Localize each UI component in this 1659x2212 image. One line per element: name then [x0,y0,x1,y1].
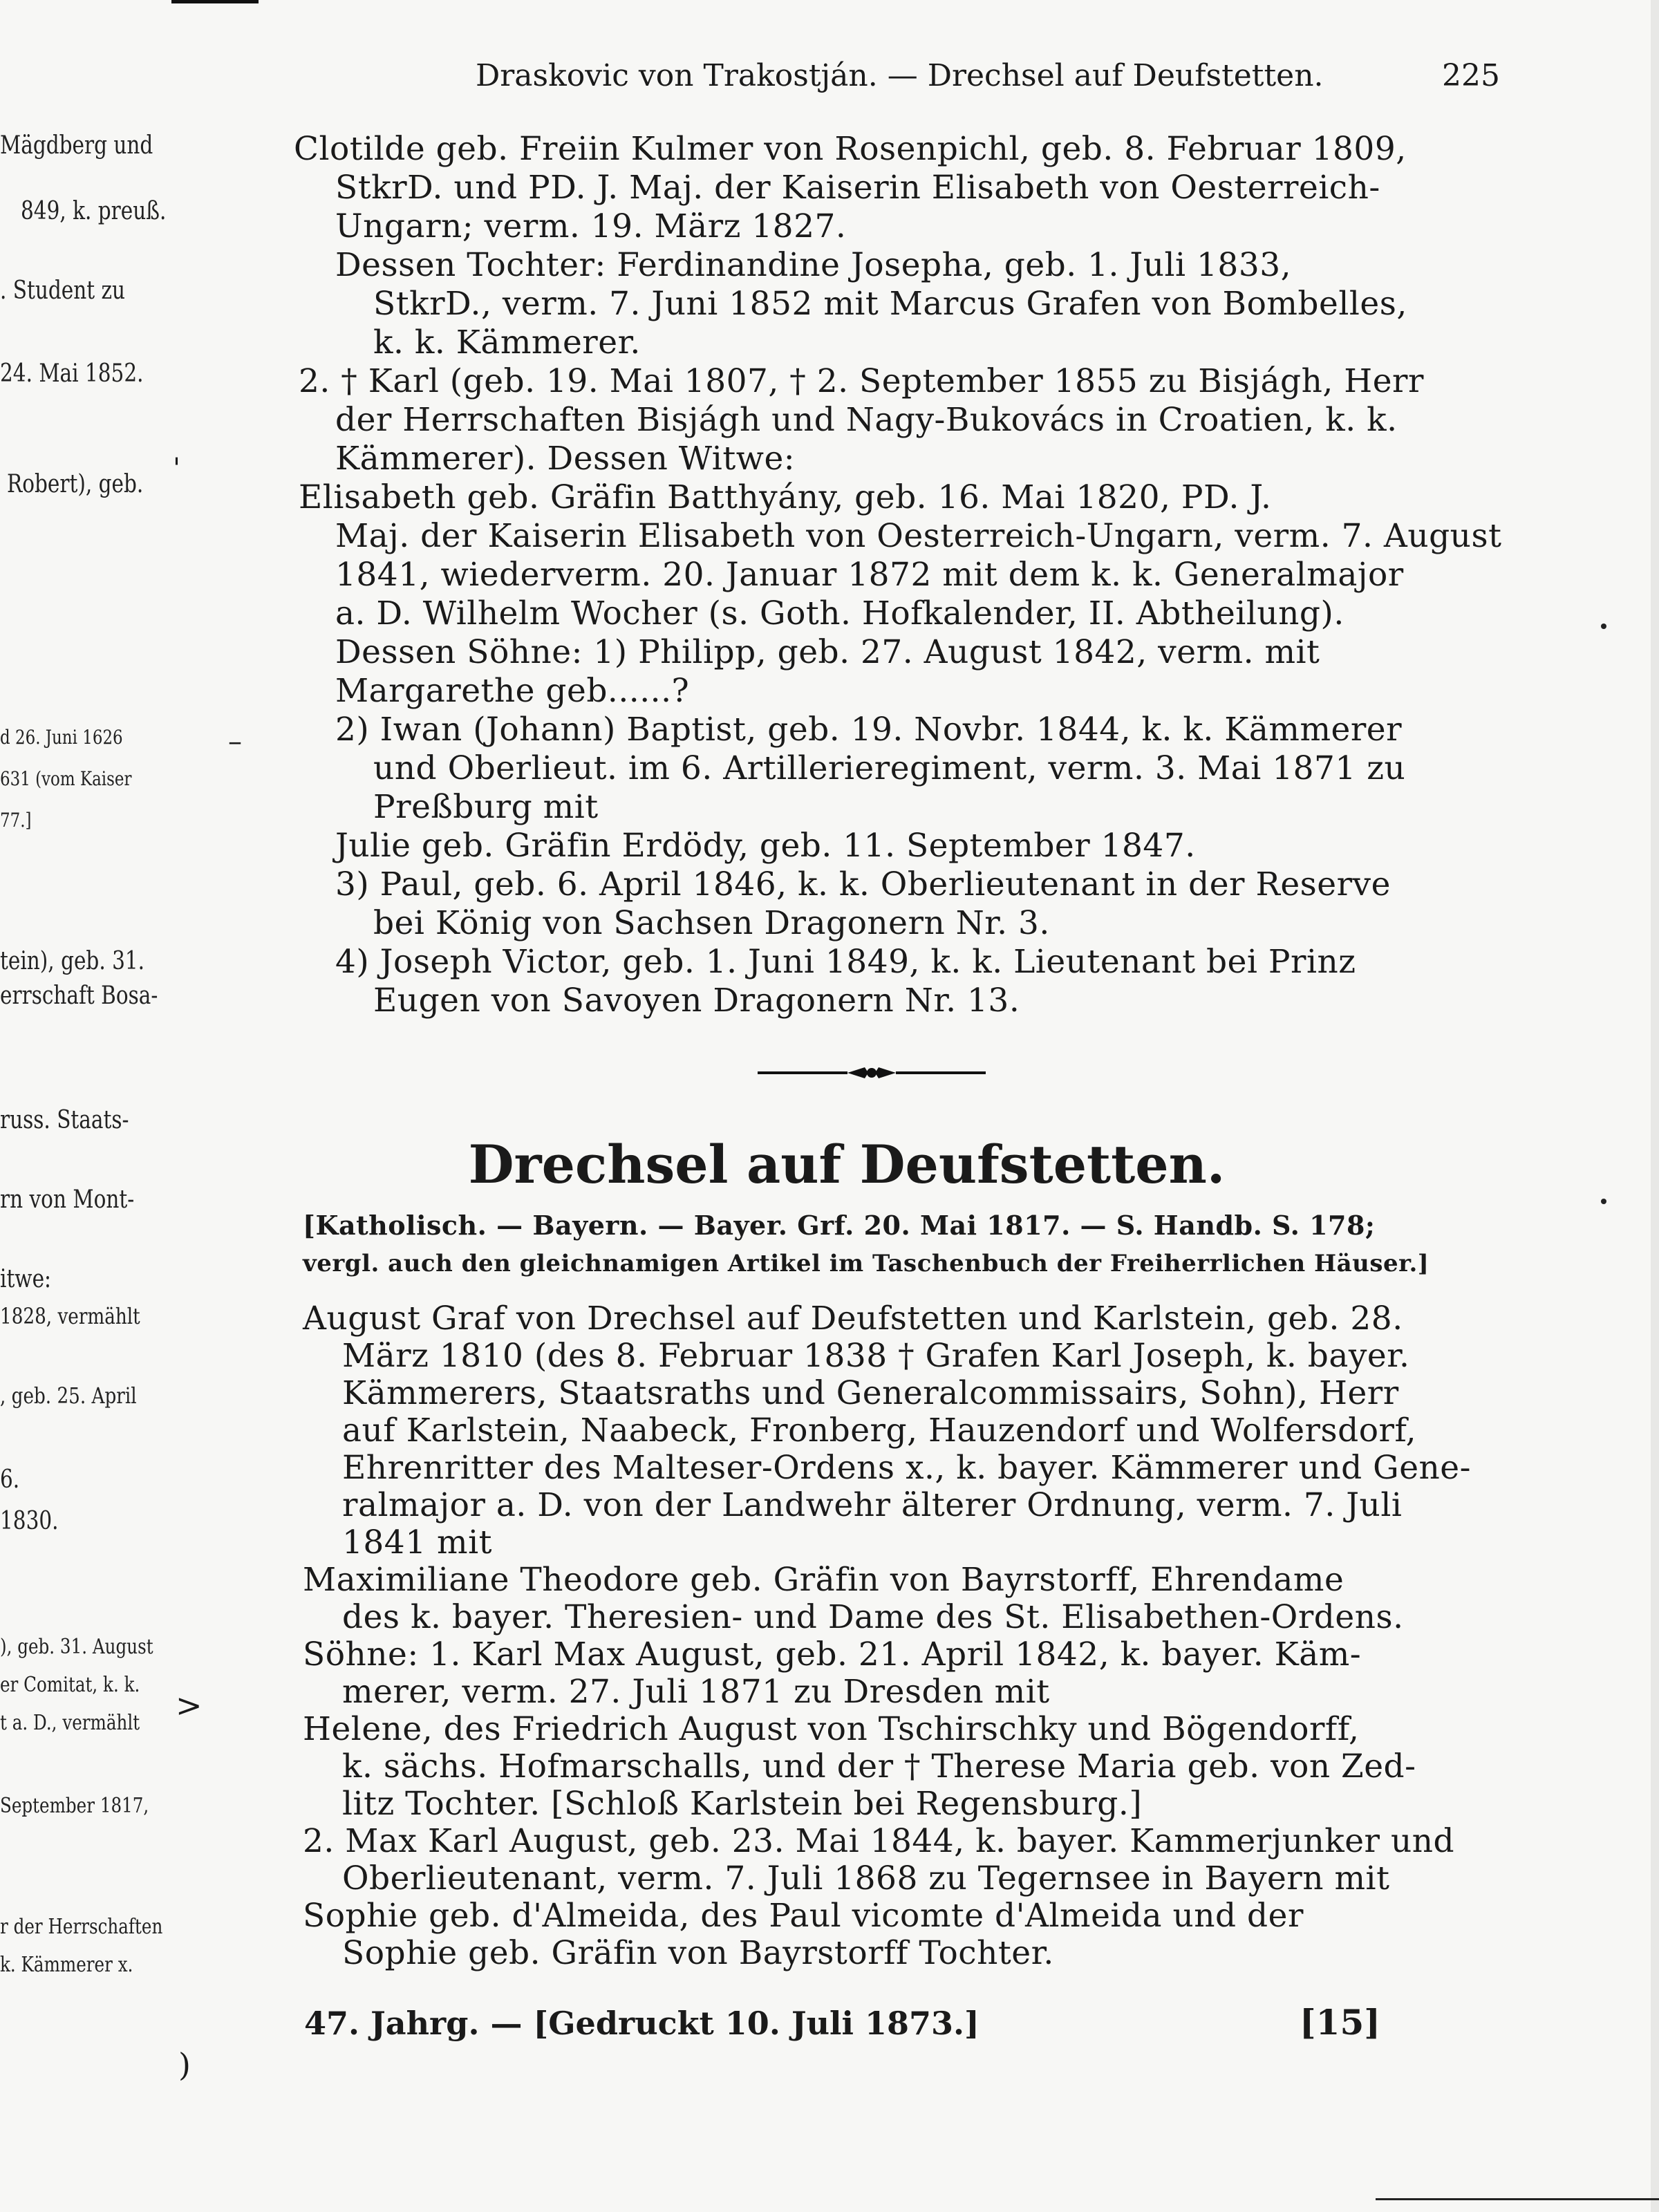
text-line: k. k. Kämmerer. [373,324,641,362]
ornament-divider [758,1065,986,1081]
text-line: ralmajor a. D. von der Landwehr älterer Ordnung, verm. 7. Juli [342,1486,1403,1524]
text-line: 2. † Karl (geb. 19. Mai 1807, † 2. September 1855 zu Bisjágh, Herr [299,362,1424,400]
margin-fragment: , geb. 25. April [0,1382,137,1409]
margin-fragment: 6. [0,1465,20,1494]
text-line: StkrD., verm. 7. Juni 1852 mit Marcus Grafen von Bombelles, [373,285,1407,323]
stray-mark: – [228,726,242,758]
text-line: Kämmerer). Dessen Witwe: [335,440,796,478]
text-line: Maximiliane Theodore geb. Gräfin von Bayrstorff, Ehrendame [303,1561,1344,1599]
text-line: Ehrenritter des Malteser-Ordens x., k. bayer. Kämmerer und Gene- [342,1449,1471,1487]
margin-fragment: ), geb. 31. August [0,1635,153,1659]
stray-mark: ) [178,2046,191,2083]
imprint-line: 47. Jahrg. — [Gedruckt 10. Juli 1873.] [304,2005,980,2042]
top-rule [171,0,259,3]
text-line: Helene, des Friedrich August von Tschirschky und Bögendorff, [303,1710,1360,1748]
margin-fragment: er Comitat, k. k. [0,1673,140,1697]
text-line: k. sächs. Hofmarschalls, und der † Therese Maria geb. von Zed- [342,1747,1416,1785]
text-line: März 1810 (des 8. Februar 1838 † Grafen Karl Joseph, k. bayer. [342,1337,1410,1375]
bottom-rule [1376,2198,1659,2200]
text-line: Dessen Söhne: 1) Philipp, geb. 27. August 1842, verm. mit [335,633,1320,671]
margin-fragment: t a. D., vermählt [0,1711,140,1735]
margin-fragment: Mägdberg und [0,131,153,160]
text-line: des k. bayer. Theresien- und Dame des St. Elisabethen-Ordens. [342,1598,1404,1636]
text-line: Maj. der Kaiserin Elisabeth von Oesterreich-Ungarn, verm. 7. August [335,517,1502,555]
margin-fragment: 1828, vermählt [0,1303,140,1329]
margin-fragment: 1830. [0,1507,59,1535]
page-edge [1651,0,1659,2212]
text-line: Margarethe geb......? [335,672,690,710]
margin-fragment: September 1817, [0,1794,149,1818]
text-line: bei König von Sachsen Dragonern Nr. 3. [373,904,1050,942]
stray-dot [1601,624,1606,629]
margin-fragment: r der Herrschaften [0,1915,163,1939]
text-line: merer, verm. 27. Juli 1871 zu Dresden mit [342,1673,1050,1711]
text-line: Preßburg mit [373,788,599,826]
text-line: 2. Max Karl August, geb. 23. Mai 1844, k. bayer. Kammerjunker und [303,1822,1455,1860]
intro-line: [Katholisch. — Bayern. — Bayer. Grf. 20. Mai 1817. — S. Handb. S. 178; [303,1210,1376,1241]
signature-mark: [15] [1300,2002,1380,2043]
stray-dot [1601,1199,1606,1204]
margin-fragment: 77.] [0,809,32,832]
text-line: Ungarn; verm. 19. März 1827. [335,207,847,245]
margin-fragment: 24. Mai 1852. [0,359,144,388]
text-line: Sophie geb. d'Almeida, des Paul vicomte d'Almeida und der [303,1897,1304,1935]
text-line: 1841, wiederverm. 20. Januar 1872 mit dem k. k. Generalmajor [335,556,1404,594]
section-title: Drechsel auf Deufstetten. [468,1134,1226,1195]
intro-line: vergl. auch den gleichnamigen Artikel im Taschenbuch der Freiherrlichen Häuser.] [303,1250,1430,1277]
text-line: StkrD. und PD. J. Maj. der Kaiserin Elisabeth von Oesterreich- [335,169,1380,207]
margin-fragment: tein), geb. 31. [0,947,145,975]
margin-fragment: 631 (vom Kaiser [0,767,132,790]
text-line: auf Karlstein, Naabeck, Fronberg, Hauzendorf und Wolfersdorf, [342,1412,1417,1450]
margin-fragment: 849, k. preuß. [21,197,167,225]
margin-fragment: k. Kämmerer x. [0,1953,133,1977]
text-line: Söhne: 1. Karl Max August, geb. 21. April 1842, k. bayer. Käm- [303,1635,1362,1674]
text-line: Oberlieutenant, verm. 7. Juli 1868 zu Tegernsee in Bayern mit [342,1859,1390,1897]
text-line: Elisabeth geb. Gräfin Batthyány, geb. 16. Mai 1820, PD. J. [299,478,1272,516]
text-line: Dessen Tochter: Ferdinandine Josepha, geb. 1. Juli 1833, [335,246,1292,284]
running-title: Draskovic von Trakostján. — Drechsel auf Deufstetten. [476,58,1324,93]
text-line: Kämmerers, Staatsraths und Generalcommissairs, Sohn), Herr [342,1374,1399,1412]
margin-fragment: errschaft Bosa- [0,982,158,1010]
stray-mark: ' [173,453,180,485]
text-line: 1841 mit [342,1524,493,1562]
page-number: 225 [1442,58,1500,93]
text-line: August Graf von Drechsel auf Deufstetten und Karlstein, geb. 28. [303,1300,1403,1338]
text-line: a. D. Wilhelm Wocher (s. Goth. Hofkalender, II. Abtheilung). [335,594,1344,632]
text-line: Sophie geb. Gräfin von Bayrstorff Tochter. [342,1934,1054,1972]
margin-fragment: d 26. Juni 1626 [0,726,123,749]
text-line: 3) Paul, geb. 6. April 1846, k. k. Oberlieutenant in der Reserve [335,865,1391,903]
text-line: Clotilde geb. Freiin Kulmer von Rosenpichl, geb. 8. Februar 1809, [294,130,1407,168]
text-line: der Herrschaften Bisjágh und Nagy-Bukovács in Croatien, k. k. [335,401,1398,439]
margin-fragment: russ. Staats- [0,1106,129,1134]
margin-fragment: . Student zu [0,276,126,305]
text-line: 4) Joseph Victor, geb. 1. Juni 1849, k. k. Lieutenant bei Prinz [335,943,1356,981]
margin-fragment: Robert), geb. [7,470,144,498]
text-line: Julie geb. Gräfin Erdödy, geb. 11. September 1847. [335,827,1196,865]
text-line: und Oberlieut. im 6. Artillerieregiment, verm. 3. Mai 1871 zu [373,749,1406,787]
margin-fragment: itwe: [0,1265,51,1293]
margin-fragment: rn von Mont- [0,1185,135,1214]
stray-mark: > [176,1687,203,1724]
text-line: 2) Iwan (Johann) Baptist, geb. 19. Novbr. 1844, k. k. Kämmerer [335,711,1403,749]
text-line: Eugen von Savoyen Dragonern Nr. 13. [373,982,1020,1020]
text-line: litz Tochter. [Schloß Karlstein bei Regensburg.] [342,1785,1143,1823]
